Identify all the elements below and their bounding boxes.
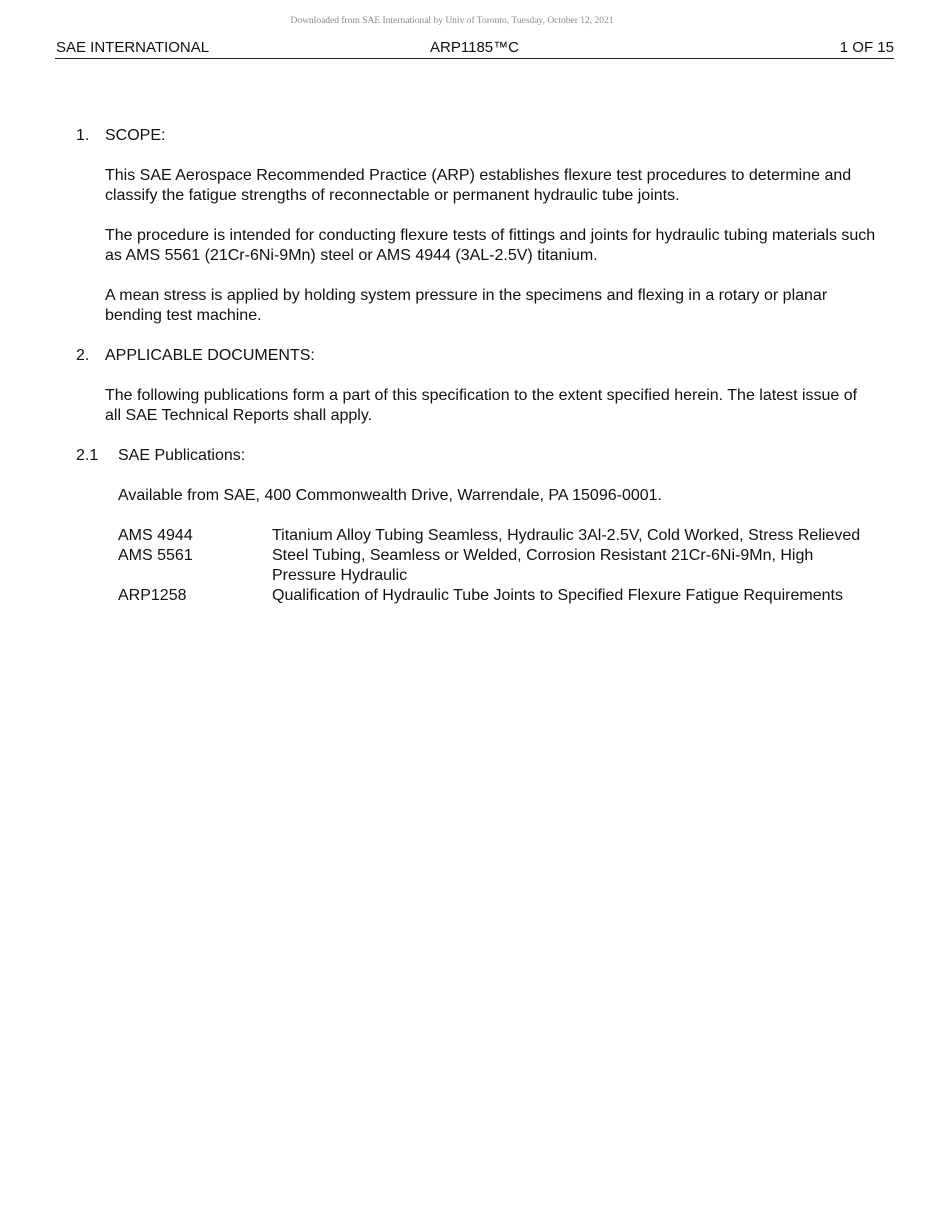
document-body xyxy=(76,126,876,606)
section-2-1-heading xyxy=(76,446,876,466)
scope-paragraph-3: A mean stress is applied by holding system pressure in the specimens and flexing in a rotary or planar bending test machine. xyxy=(105,287,828,324)
reference-title: Qualification of Hydraulic Tube Joints to Specified Flexure Fatigue Requirements xyxy=(272,587,843,604)
reference-title: Titanium Alloy Tubing Seamless, Hydraulic 3Al-2.5V, Cold Worked, Stress Relieved xyxy=(272,527,861,544)
sae-availability-paragraph: Available from SAE, 400 Commonwealth Drive, Warrendale, PA 15096-0001. xyxy=(118,487,662,504)
section-number: 2. xyxy=(76,347,90,364)
section-1-heading xyxy=(76,126,876,146)
reference-title: Steel Tubing, Seamless or Welded, Corrosion Resistant 21Cr-6Ni-9Mn, High Pressure Hydraulic xyxy=(272,547,814,584)
header-organization: SAE INTERNATIONAL xyxy=(56,39,210,56)
scope-paragraph-2: The procedure is intended for conducting flexure tests of fittings and joints for hydraulic tubing materials such as AMS 5561 (21Cr-6Ni-9Mn) steel or AMS 4944 (3AL-2.5V) titanium. xyxy=(105,227,876,264)
reference-code: AMS 5561 xyxy=(118,547,193,564)
reference-code: ARP1258 xyxy=(118,587,187,604)
reference-list xyxy=(76,526,876,606)
reference-item xyxy=(118,546,876,586)
reference-code: AMS 4944 xyxy=(118,527,193,544)
section-number: 2.1 xyxy=(76,447,99,464)
section-title: SAE Publications: xyxy=(118,447,246,464)
reference-item xyxy=(118,526,876,546)
page-header xyxy=(55,38,894,59)
header-document-id: ARP1185™C xyxy=(430,39,519,56)
reference-item xyxy=(118,586,876,606)
section-title: SCOPE: xyxy=(105,127,166,144)
section-2-heading xyxy=(76,346,876,366)
section-number: 1. xyxy=(76,127,90,144)
download-watermark: Downloaded from SAE International by Univ of Toronto, Tuesday, October 12, 2021 xyxy=(290,16,614,26)
header-page-number: 1 OF 15 xyxy=(839,39,894,56)
section-title: APPLICABLE DOCUMENTS: xyxy=(105,347,315,364)
applicable-documents-paragraph: The following publications form a part of this specification to the extent specified herein. The latest issue of all SAE Technical Reports shall apply. xyxy=(105,387,858,424)
scope-paragraph-1: This SAE Aerospace Recommended Practice (ARP) establishes flexure test procedures to determine and classify the fatigue strengths of reconnectable or permanent hydraulic tube joints. xyxy=(105,167,852,204)
